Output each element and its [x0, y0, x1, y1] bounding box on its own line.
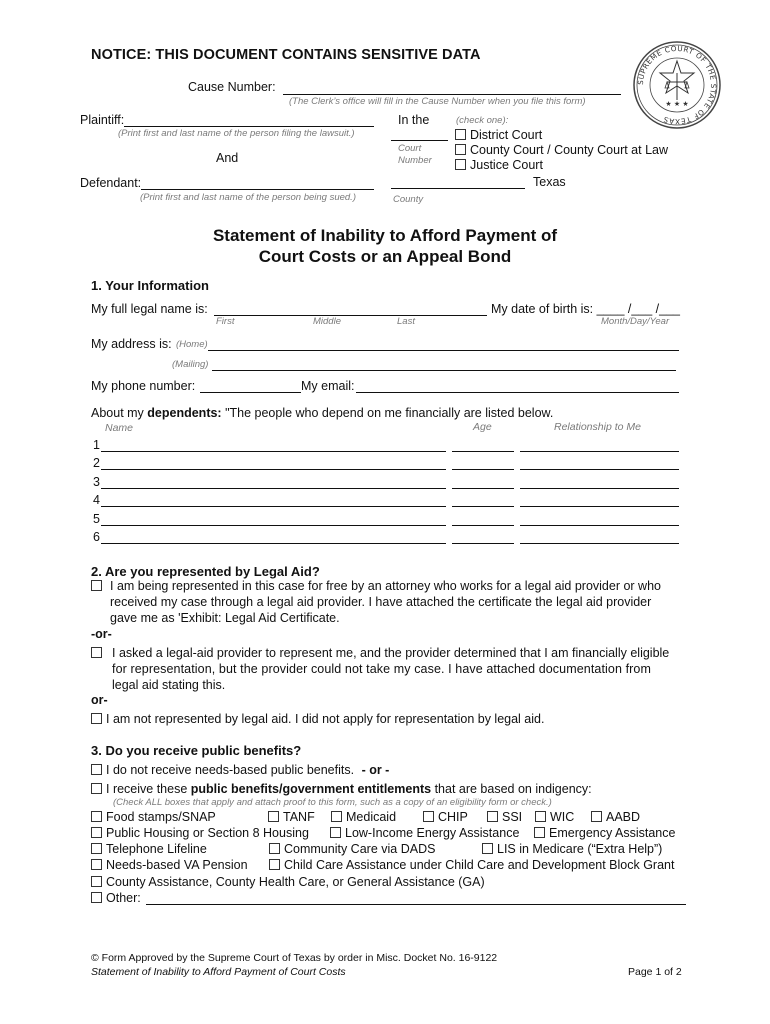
- footer-form-name: Statement of Inability to Afford Payment of Court Costs: [91, 966, 346, 978]
- first-name-hint: First: [216, 316, 235, 327]
- mailing-address-hint: (Mailing): [172, 359, 209, 370]
- benefit-food-stamps[interactable]: Food stamps/SNAP: [91, 810, 216, 824]
- home-address-hint: (Home): [176, 339, 208, 350]
- legal-aid-option-represented[interactable]: I am being represented in this case for free by an attorney who works for a legal aid provider or who received my case through a legal aid provider. I have attached the certificate the legal aid provider gave me as 'Exhibit: Legal Aid Certificate.: [91, 578, 681, 626]
- benefit-emergency-assistance[interactable]: Emergency Assistance: [534, 826, 675, 840]
- email-label: My email:: [301, 379, 355, 393]
- defendant-field[interactable]: [141, 189, 374, 190]
- middle-name-hint: Middle: [313, 316, 341, 327]
- dependent-row-number: 4: [93, 493, 100, 508]
- county-hint: County: [393, 194, 424, 205]
- legal-aid-represented-checkbox[interactable]: [91, 580, 102, 591]
- benefit-energy-assistance[interactable]: Low-Income Energy Assistance: [330, 826, 519, 840]
- court-number-field[interactable]: [391, 140, 448, 141]
- mailing-address-field[interactable]: [212, 370, 676, 371]
- or-divider-2: or-: [91, 693, 108, 707]
- sensitive-data-notice: NOTICE: THIS DOCUMENT CONTAINS SENSITIVE DATA: [91, 47, 481, 63]
- cause-number-label: Cause Number:: [188, 80, 276, 94]
- legal-name-field[interactable]: [214, 315, 487, 316]
- dob-hint: Month/Day/Year: [601, 316, 670, 327]
- legal-aid-none-checkbox[interactable]: [91, 713, 102, 724]
- receive-benefits-checkbox[interactable]: [91, 783, 102, 794]
- dependent-row-number: 1: [93, 438, 100, 452]
- section3-heading: 3. Do you receive public benefits?: [91, 743, 302, 758]
- section2-heading: 2. Are you represented by Legal Aid?: [91, 564, 320, 579]
- county-court-checkbox[interactable]: [455, 144, 466, 155]
- dependent-relationship-field[interactable]: [520, 469, 679, 470]
- benefit-wic[interactable]: WIC: [535, 810, 574, 824]
- dependent-name-field[interactable]: [101, 469, 446, 470]
- plaintiff-label: Plaintiff:: [80, 113, 125, 127]
- cause-number-hint: (The Clerk’s office will fill in the Cause Number when you file this form): [289, 96, 586, 107]
- address-label: My address is:: [91, 337, 172, 351]
- dependent-row-number: 3: [93, 474, 100, 489]
- dependents-col-relationship: Relationship to Me: [554, 421, 641, 433]
- dependent-name-field[interactable]: [101, 488, 446, 489]
- legal-aid-option-none[interactable]: I am not represented by legal aid. I did not apply for representation by legal aid.: [91, 711, 544, 727]
- dependent-age-field[interactable]: [452, 543, 514, 544]
- dependent-row-number: 6: [93, 530, 100, 544]
- dependent-name-field[interactable]: [101, 525, 446, 526]
- no-benefits-checkbox[interactable]: [91, 764, 102, 775]
- legal-name-label: My full legal name is:: [91, 302, 208, 316]
- texas-label: Texas: [533, 175, 566, 189]
- dependents-col-name: Name: [105, 422, 134, 434]
- court-option-district[interactable]: District Court: [455, 128, 542, 142]
- form-title-line1: Statement of Inability to Afford Payment of: [212, 226, 558, 245]
- benefit-public-housing[interactable]: Public Housing or Section 8 Housing: [91, 826, 309, 840]
- benefit-chip[interactable]: CHIP: [423, 810, 468, 824]
- benefit-va-pension[interactable]: Needs-based VA Pension: [91, 858, 248, 872]
- footer-approval: © Form Approved by the Supreme Court of Texas by order in Misc. Docket No. 16-9122: [91, 952, 498, 964]
- receive-benefits-option[interactable]: I receive these public benefits/government entitlements that are based on indigency:: [91, 781, 592, 797]
- court-option-justice[interactable]: Justice Court: [455, 158, 543, 172]
- court-number-hint: Court: [398, 143, 422, 154]
- phone-field[interactable]: [200, 392, 301, 393]
- svg-text:SUPREME COURT OF THE STATE OF: SUPREME COURT OF THE STATE OF TEXAS: [635, 43, 719, 127]
- check-one-hint: (check one):: [456, 115, 509, 126]
- plaintiff-hint: (Print first and last name of the person filing the lawsuit.): [118, 128, 355, 139]
- dependent-name-field[interactable]: [101, 506, 446, 507]
- form-title-line2: Court Costs or an Appeal Bond: [258, 247, 512, 266]
- dependent-relationship-field[interactable]: [520, 451, 679, 452]
- court-number-hint-2: Number: [398, 155, 432, 166]
- home-address-field[interactable]: [208, 350, 679, 351]
- phone-label: My phone number:: [91, 379, 196, 393]
- benefit-lis-medicare[interactable]: LIS in Medicare (“Extra Help”): [482, 842, 662, 856]
- supreme-court-seal-icon: [632, 40, 722, 130]
- district-court-checkbox[interactable]: [455, 129, 466, 140]
- cause-number-field[interactable]: [283, 94, 621, 95]
- plaintiff-field[interactable]: [124, 126, 374, 127]
- dependent-age-field[interactable]: [452, 451, 514, 452]
- benefit-county-assistance[interactable]: County Assistance, County Health Care, or General Assistance (GA): [91, 875, 485, 889]
- defendant-hint: (Print first and last name of the person being sued.): [140, 192, 356, 203]
- dependents-intro: About my dependents: "The people who depend on me financially are listed below.: [91, 406, 554, 420]
- legal-aid-option-declined[interactable]: I asked a legal-aid provider to represent me, and the provider determined that I am financially eligible for representation, but the provider could not take my case. I have attached documentation from legal aid stating this.: [91, 645, 681, 693]
- no-benefits-option[interactable]: I do not receive needs-based public benefits. - or -: [91, 762, 389, 778]
- last-name-hint: Last: [397, 316, 415, 327]
- dependent-age-field[interactable]: [452, 525, 514, 526]
- benefit-aabd[interactable]: AABD: [591, 810, 640, 824]
- dependent-age-field[interactable]: [452, 469, 514, 470]
- defendant-label: Defendant:: [80, 176, 142, 190]
- benefit-other[interactable]: Other:: [91, 891, 141, 905]
- legal-aid-declined-checkbox[interactable]: [91, 647, 102, 658]
- footer-page-number: Page 1 of 2: [628, 966, 682, 978]
- benefit-community-care[interactable]: Community Care via DADS: [269, 842, 435, 856]
- court-option-county[interactable]: County Court / County Court at Law: [455, 143, 668, 157]
- dependent-relationship-field[interactable]: [520, 506, 679, 507]
- benefits-check-hint: (Check ALL boxes that apply and attach proof to this form, such as a copy of an eligibility form or check.): [113, 797, 552, 808]
- dependent-relationship-field[interactable]: [520, 543, 679, 544]
- benefit-medicaid[interactable]: Medicaid: [331, 810, 396, 824]
- dependents-col-age: Age: [473, 421, 492, 433]
- benefit-telephone-lifeline[interactable]: Telephone Lifeline: [91, 842, 207, 856]
- dependent-row-number: 2: [93, 456, 100, 471]
- benefit-ssi[interactable]: SSI: [487, 810, 522, 824]
- justice-court-checkbox[interactable]: [455, 159, 466, 170]
- benefit-child-care[interactable]: Child Care Assistance under Child Care and Development Block Grant: [269, 858, 674, 872]
- dependent-name-field[interactable]: [101, 543, 446, 544]
- or-divider-1: -or-: [91, 627, 112, 641]
- dependent-age-field[interactable]: [452, 488, 514, 489]
- section1-heading: 1. Your Information: [91, 278, 209, 293]
- other-benefit-field[interactable]: [146, 904, 686, 905]
- dependent-row-number: 5: [93, 511, 100, 526]
- dependent-name-field[interactable]: [101, 451, 446, 452]
- dependent-relationship-field[interactable]: [520, 525, 679, 526]
- email-field[interactable]: [356, 392, 679, 393]
- dependent-age-field[interactable]: [452, 506, 514, 507]
- in-the-label: In the: [398, 113, 430, 127]
- dependent-relationship-field[interactable]: [520, 488, 679, 489]
- svg-text:★ ★ ★: ★ ★ ★: [665, 100, 689, 108]
- and-label: And: [216, 151, 239, 165]
- benefit-tanf[interactable]: TANF: [268, 810, 315, 824]
- dob-label: My date of birth is: ____ /___ /___: [491, 302, 681, 316]
- county-field[interactable]: [391, 188, 525, 189]
